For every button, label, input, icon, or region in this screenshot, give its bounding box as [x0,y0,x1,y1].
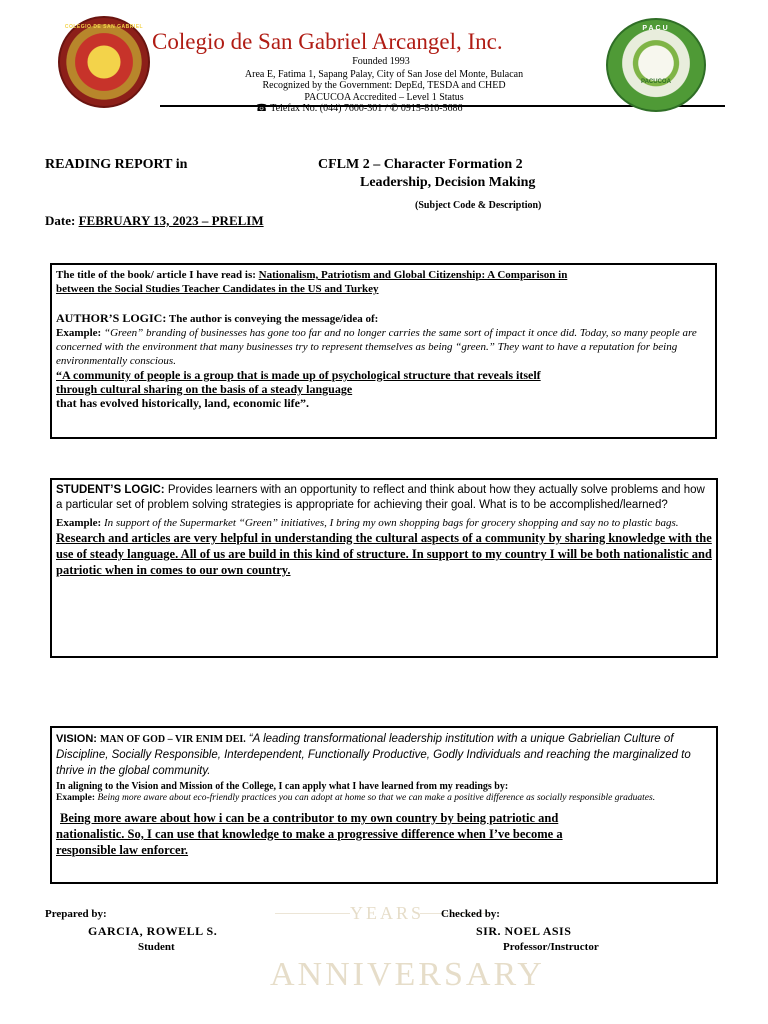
answer-line-1: Being more aware about how i can be a contributor to my own country by being patriotic and [60,811,559,825]
student-answer: Research and articles are very helpful in understanding the cultural aspects of a community by sharing knowledge with the use of steady language. All of us are build in this kind of structure. In support to my country I will be both nationalistic and patriotic when in comes to our own country. [56,531,712,577]
aligning-text: In aligning to the Vision and Mission of the College, I can apply what I have learned from my readings by: [56,781,509,792]
quote-line-1: “A community of people is a group that is made up of psychological structure that reveals itself [56,368,541,382]
title-line-1: Nationalism, Patriotism and Global Citizenship: A Comparison in [258,269,568,281]
student-logic [56,483,712,513]
answer-line-3: responsible law enforcer. [56,843,189,857]
prepared-name: GARCIA, ROWELL S. [88,924,218,938]
answer-line-2: nationalistic. So, I can use that knowledge to make a progressive difference when I’ve become a [56,827,563,841]
student-logic-label: STUDENT’S LOGIC: [56,484,165,496]
article-title [56,268,711,296]
example-text: “Green” branding of businesses has gone too far and no longer carries the same sort of impact it once did. Today, so many people are concerned with the environment that many businesses try to represent themselves as being “green.” They want to have a reputation for being environmentally conscious. [56,327,697,367]
seal-lettering: COLEGIO DE SAN GABRIEL [64,24,144,30]
date-row [45,213,264,229]
author-logic-box [50,263,717,439]
checked-role: Professor/Instructor [503,941,599,953]
checked-by-label: Checked by: [441,908,500,920]
title-label: The title of the book/ article I have read is: [56,269,256,281]
prepared-by-label: Prepared by: [45,908,107,920]
checked-name: SIR. NOEL ASIS [476,924,572,938]
student-example [56,516,712,579]
report-heading: READING REPORT in [45,157,188,172]
accreditation-line: PACUCOA Accredited – Level 1 Status [304,92,464,103]
example-label: Example: [56,327,102,339]
watermark-rule [275,913,350,914]
college-name: Colegio de San Gabriel Arcangel, Inc. [152,29,503,54]
vision-text: “A leading transformational leadership institution with a unique Gabrielian Culture of Discipline, Socially Responsible, Interdependent, Functionally Productive, Godly Individuals and reaching the marginalized to thrive in the global community. [56,733,691,777]
pacucoa-seal-logo [606,18,706,112]
recognition-line: Recognized by the Government: DepEd, TESDA and CHED [262,80,506,91]
student-logic-box [50,478,718,658]
author-quote [56,368,711,410]
watermark-anniversary: ANNIVERSARY [270,956,545,993]
course-title: CFLM 2 – Character Formation 2 [318,157,523,172]
watermark-years: YEARS [350,903,425,923]
author-example [56,326,711,368]
date-label: Date: [45,213,76,228]
vision-answer [56,810,712,858]
student-logic-text: Provides learners with an opportunity to reflect and think about how they actually solve problems and how a particular set of problem solving strategies is appropriate for achieving their goal. What is to be accomplished/learned? [56,484,705,511]
course-subtitle: Leadership, Decision Making [360,175,536,190]
title-line-2: between the Social Studies Teacher Candidates in the US and Turkey [56,283,379,295]
vision-example [56,792,712,804]
author-logic-text: The author is conveying the message/idea of: [168,313,379,325]
subject-note: (Subject Code & Description) [415,200,542,211]
vision-box [50,726,718,884]
contact-line: ☎ Telefax No. (044) 7600-301 / ✆ 0915-810-5686 [255,103,463,114]
date-value: FEBRUARY 13, 2023 – PRELIM [78,213,264,228]
prepared-role: Student [138,941,175,953]
vision-statement [56,731,712,779]
author-logic [56,311,711,326]
quote-line-3: that has evolved historically, land, economic life”. [56,396,309,410]
example-text: In support of the Supermarket “Green” initiatives, I bring my own shopping bags for grocery shopping and say no to plastic bags. [103,517,679,529]
address-line: Area E, Fatima 1, Sapang Palay, City of San Jose del Monte, Bulacan [244,69,524,80]
seal-lettering: PACU [642,25,670,32]
example-text: Being more aware about eco-friendly practices you can adopt at home so that we can make a positive difference as socially responsible graduates. [97,793,656,803]
founded-line: Founded 1993 [352,56,410,67]
example-label: Example: [56,517,102,529]
quote-line-2: through cultural sharing on the basis of a steady language [56,382,353,396]
vision-label: VISION: [56,733,97,745]
example-label: Example: [56,793,96,803]
author-logic-label: AUTHOR’S LOGIC: [56,311,167,325]
vision-motto: MAN OF GOD – VIR ENIM DEI. [99,734,246,745]
seal-lettering: PACUCOA [641,79,671,85]
